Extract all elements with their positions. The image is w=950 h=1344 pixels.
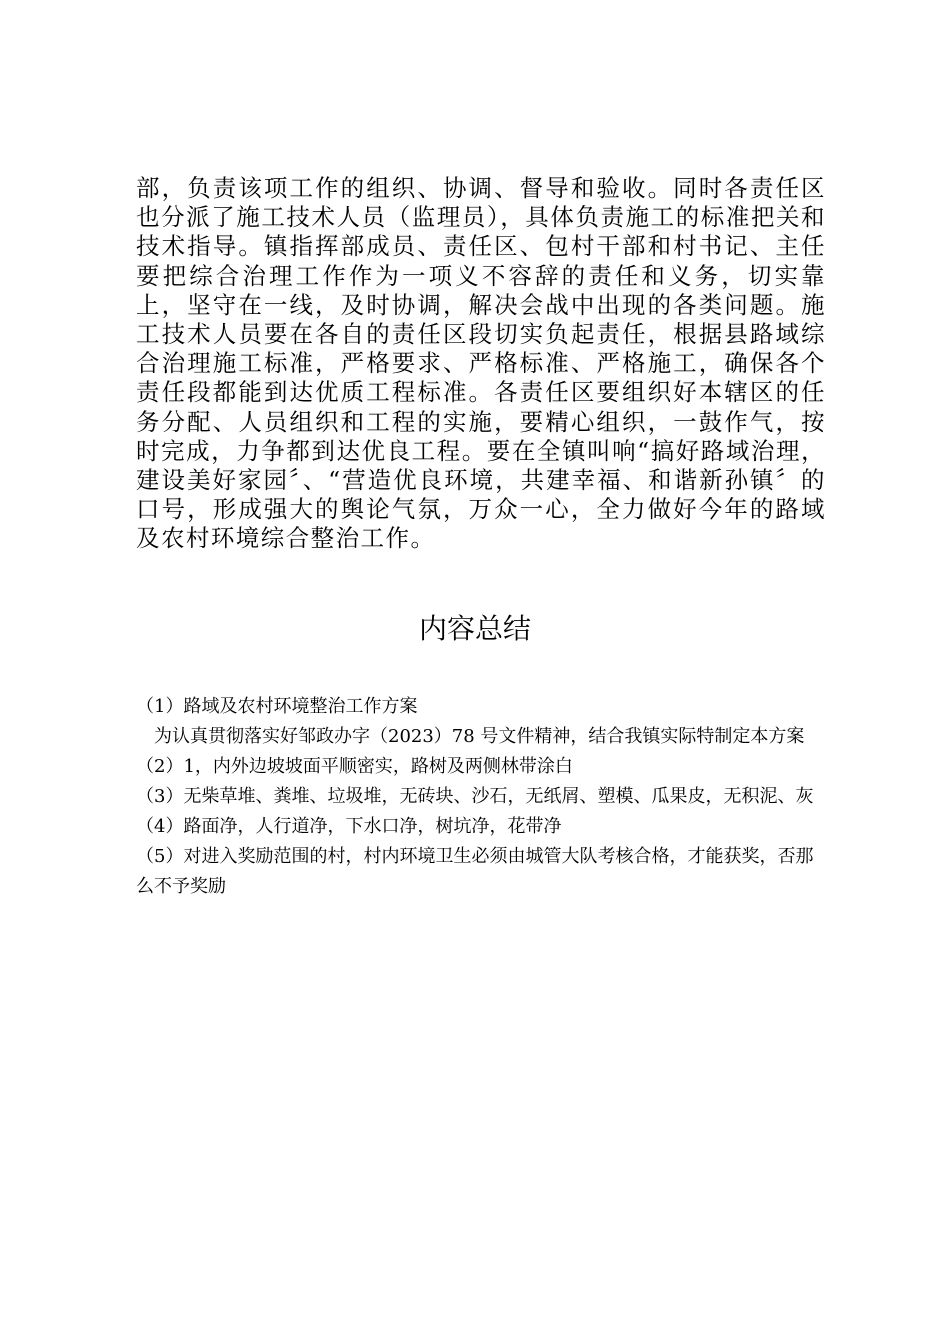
summary-item: （1）路域及农村环境整治工作方案 <box>136 696 418 717</box>
summary-item: （4）路面净，人行道净，下水口净，树坑净，花带净 <box>136 816 562 837</box>
summary-item: 为认真贯彻落实好邹政办字（2023）78 号文件精神，结合我镇实际特制定本方案 <box>136 726 805 747</box>
summary-item: （2）1，内外边坡坡面平顺密实，路树及两侧林带涂白 <box>136 756 573 777</box>
summary-item: （5）对进入奖励范围的村，村内环境卫生必须由城管大队考核合格，才能获奖，否那么不予奖励 <box>136 846 814 897</box>
body-paragraph: 部，负责该项工作的组织、协调、督导和验收。同时各责任区也分派了施工技术人员（监理员），具体负责施工的标准把关和技术指导。镇指挥部成员、责任区、包村干部和村书记、主任要把综合治理工作作为一项义不容辞的责任和义务，切实靠上，坚守在一线，及时协调，解决会战中出现的各类问题。施工技术人员要在各自的责任区段切实负起责任，根据县路域综合治理施工标准，严格要求、严格标准、严格施工，确保各个责任段都能到达优质工程标准。各责任区要组织好本辖区的任务分配、人员组织和工程的实施，要精心组织，一鼓作气，按时完成，力争都到达优良工程。要在全镇叫响“搞好路域治理，建设美好家园〞、“营造优良环境，共建幸福、和谐新孙镇〞的口号，形成强大的舆论气氛，万众一心，全力做好今年的路域及农村环境综合整治工作。 <box>136 174 826 553</box>
summary-title: 内容总结 <box>418 612 531 645</box>
summary-item: （3）无柴草堆、粪堆、垃圾堆，无砖块、沙石，无纸屑、塑模、瓜果皮，无积泥、灰 <box>136 786 814 807</box>
summary-list <box>136 692 826 902</box>
